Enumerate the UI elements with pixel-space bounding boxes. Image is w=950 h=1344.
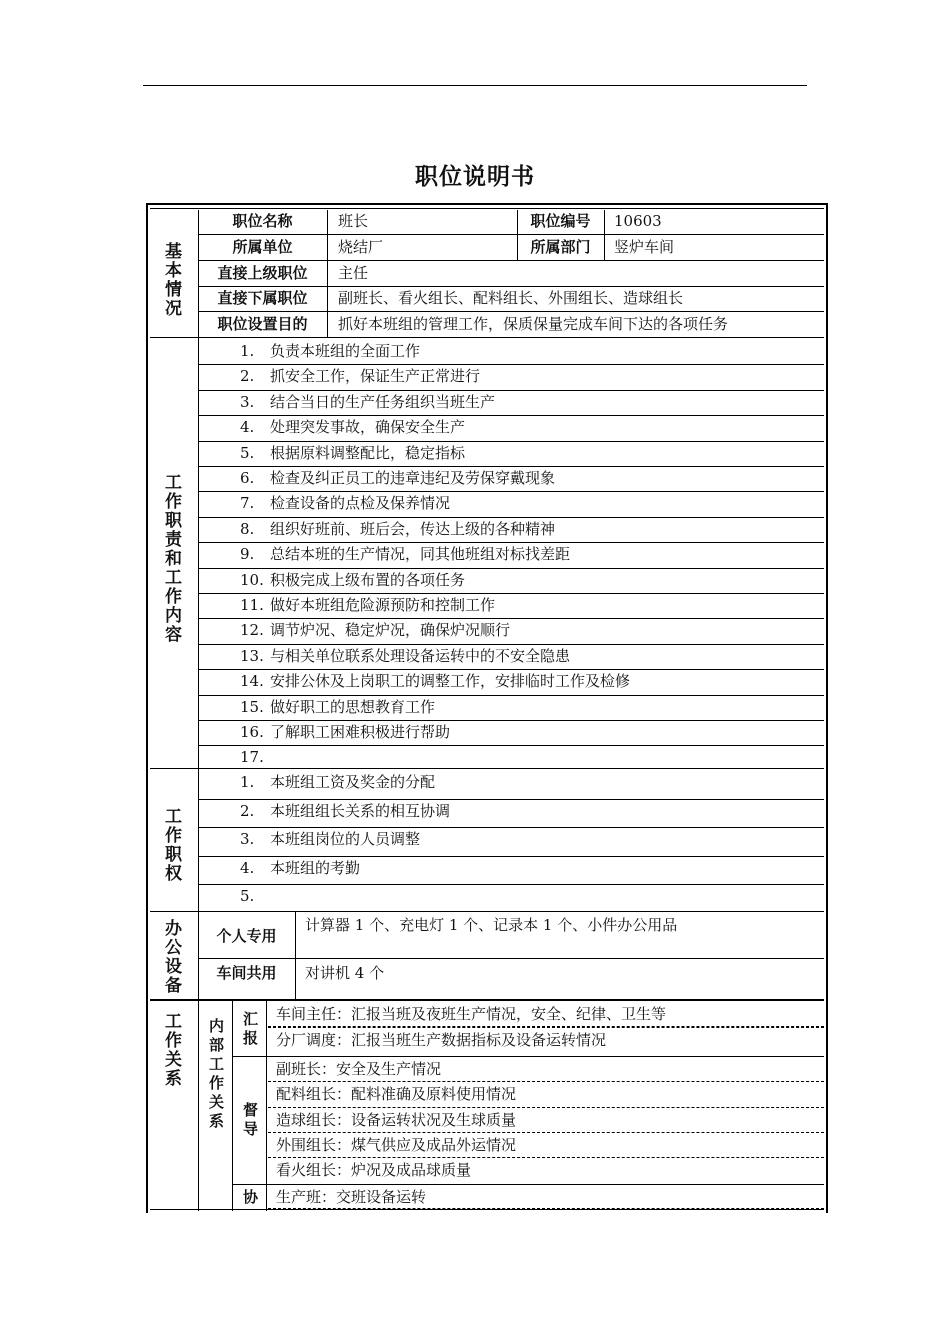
divider [150,768,824,769]
duty-text: 总结本班的生产情况，同其他班组对标找差距 [270,545,571,563]
duty-number: 1. [240,342,255,360]
dept-label: 所属部门 [530,238,591,256]
duty-number: 17. [240,748,264,766]
section-label-relations: 工作关系 [161,1012,181,1088]
duty-number: 16. [240,723,264,741]
duty-item [240,365,480,387]
shared-equipment-label: 车间共用 [216,964,277,982]
duty-item [240,492,450,514]
section-label-basic: 基本情况 [161,242,181,318]
position-code-label: 职位编号 [530,212,591,230]
divider [198,958,824,959]
divider [295,912,296,1000]
duty-item [240,619,510,641]
authority-number: 3. [240,830,255,848]
duty-number: 2. [240,367,255,385]
duty-text: 检查及纠正员工的违章违纪及劳保穿戴现象 [270,469,556,487]
duty-number: 8. [240,520,255,538]
section-label-authority: 工作职权 [161,807,181,883]
divider [198,311,824,312]
position-name-label: 职位名称 [232,212,293,230]
authority-item [240,828,420,850]
divider [232,1184,824,1185]
duty-item [240,442,465,464]
divider [150,999,824,1001]
unit-label: 所属单位 [232,238,293,256]
subordinate-label: 直接下属职位 [217,289,308,307]
duty-text: 处理突发事故，确保安全生产 [270,418,466,436]
duty-item [240,467,555,489]
dashed-divider [268,1132,824,1133]
divider [198,884,824,885]
authority-number: 4. [240,859,255,877]
dashed-divider [268,1157,824,1158]
duty-number: 15. [240,698,264,716]
duty-text: 做好职工的思想教育工作 [270,698,436,716]
divider [198,745,824,746]
duty-item [240,416,465,438]
duty-item [240,391,495,413]
divider [198,234,824,235]
authority-number: 1. [240,773,255,791]
divider [150,911,824,912]
personal-equipment-label: 个人专用 [216,927,277,945]
duty-number: 6. [240,469,255,487]
coop-label: 协 [241,1188,259,1208]
authority-item [240,857,360,879]
divider [198,769,199,912]
duty-text: 与相关单位联系处理设备运转中的不安全隐患 [270,647,571,665]
authority-text: 本班组工资及奖金的分配 [270,773,436,791]
authority-text: 本班组的考勤 [270,859,361,877]
page-title: 职位说明书 [415,164,535,190]
divider [198,338,199,769]
duty-number: 12. [240,621,264,639]
supervise-item: 造球组长：设备运转状况及生球质量 [276,1111,517,1129]
divider [327,210,328,338]
duty-item [240,696,435,718]
authority-text: 本班组组长关系的相互协调 [270,802,451,820]
duty-item [240,670,630,692]
superior-value: 主任 [338,264,369,282]
divider [150,208,824,209]
authority-item [240,800,450,822]
internal-relations-label: 内部工作关系 [207,1018,225,1132]
divider [604,210,605,260]
duty-item [240,543,570,565]
authority-number: 5. [240,887,255,905]
duty-number: 3. [240,393,255,411]
duty-number: 10. [240,571,264,589]
supervise-item: 配料组长：配料准确及原料使用情况 [276,1085,517,1103]
duty-number: 5. [240,444,255,462]
section-label-equipment: 办公设备 [161,919,181,995]
section-label-duties: 工作职责和工作内容 [161,472,181,644]
duty-item [240,746,270,768]
report-item: 分厂调度：汇报当班生产数据指标及设备运转情况 [276,1031,607,1049]
divider [150,337,824,338]
duty-item [240,569,465,591]
duty-item [240,594,495,616]
supervise-item: 外围组长：煤气供应及成品外运情况 [276,1136,517,1154]
duty-text: 根据原料调整配比，稳定指标 [270,444,466,462]
duty-text: 调节炉况、稳定炉况，确保炉况顺行 [270,621,511,639]
coop-item: 生产班：交班设备运转 [276,1188,427,1206]
divider [150,1209,824,1210]
authority-number: 2. [240,802,255,820]
divider [232,1001,233,1211]
divider [198,1001,199,1211]
duty-item [240,340,420,362]
duty-number: 14. [240,672,264,690]
duty-text: 做好本班组危险源预防和控制工作 [270,596,496,614]
duty-number: 4. [240,418,255,436]
duty-number: 7. [240,494,255,512]
authority-item [240,885,270,907]
purpose-label: 职位设置目的 [217,315,308,333]
duty-text: 了解职工困难积极进行帮助 [270,723,451,741]
supervise-item: 看火组长：炉况及成品球质量 [276,1161,472,1179]
position-code-value: 10603 [614,212,662,230]
divider [198,260,824,261]
report-label: 汇报 [241,1011,259,1049]
superior-label: 直接上级职位 [217,264,308,282]
supervise-item: 副班长：安全及生产情况 [276,1060,442,1078]
dashed-divider [268,1208,824,1209]
divider [232,1056,824,1057]
position-name-value: 班长 [338,212,369,230]
purpose-value: 抓好本班组的管理工作，保质保量完成车间下达的各项任务 [338,315,729,333]
duty-text: 积极完成上级布置的各项任务 [270,571,466,589]
duty-text: 组织好班前、班后会，传达上级的各种精神 [270,520,556,538]
supervise-label: 督导 [241,1102,259,1140]
shared-equipment-value: 对讲机 4 个 [305,964,385,982]
header-rule [143,85,807,86]
dashed-divider [268,1027,824,1028]
duty-item [240,645,570,667]
unit-value: 烧结厂 [338,238,384,256]
duty-text: 结合当日的生产任务组织当班生产 [270,393,496,411]
duty-item [240,721,450,743]
dept-value: 竖炉车间 [614,238,675,256]
personal-equipment-value: 计算器 1 个、充电灯 1 个、记录本 1 个、小件办公用品 [305,916,678,934]
dashed-divider [268,1081,824,1082]
duty-text: 安排公休及上岗职工的调整工作，安排临时工作及检修 [270,672,631,690]
duty-number: 11. [240,596,264,614]
dashed-divider [268,1107,824,1108]
duty-text: 负责本班组的全面工作 [270,342,421,360]
subordinate-value: 副班长、看火组长、配料组长、外围组长、造球组长 [338,289,684,307]
authority-item [240,771,435,793]
duty-item [240,518,555,540]
duty-text: 抓安全工作，保证生产正常进行 [270,367,481,385]
duty-text: 检查设备的点检及保养情况 [270,494,451,512]
duty-number: 9. [240,545,255,563]
dashed-divider [268,1026,824,1027]
divider [266,1001,267,1211]
report-item: 车间主任：汇报当班及夜班生产情况，安全、纪律、卫生等 [276,1005,667,1023]
duty-number: 13. [240,647,264,665]
authority-text: 本班组岗位的人员调整 [270,830,421,848]
